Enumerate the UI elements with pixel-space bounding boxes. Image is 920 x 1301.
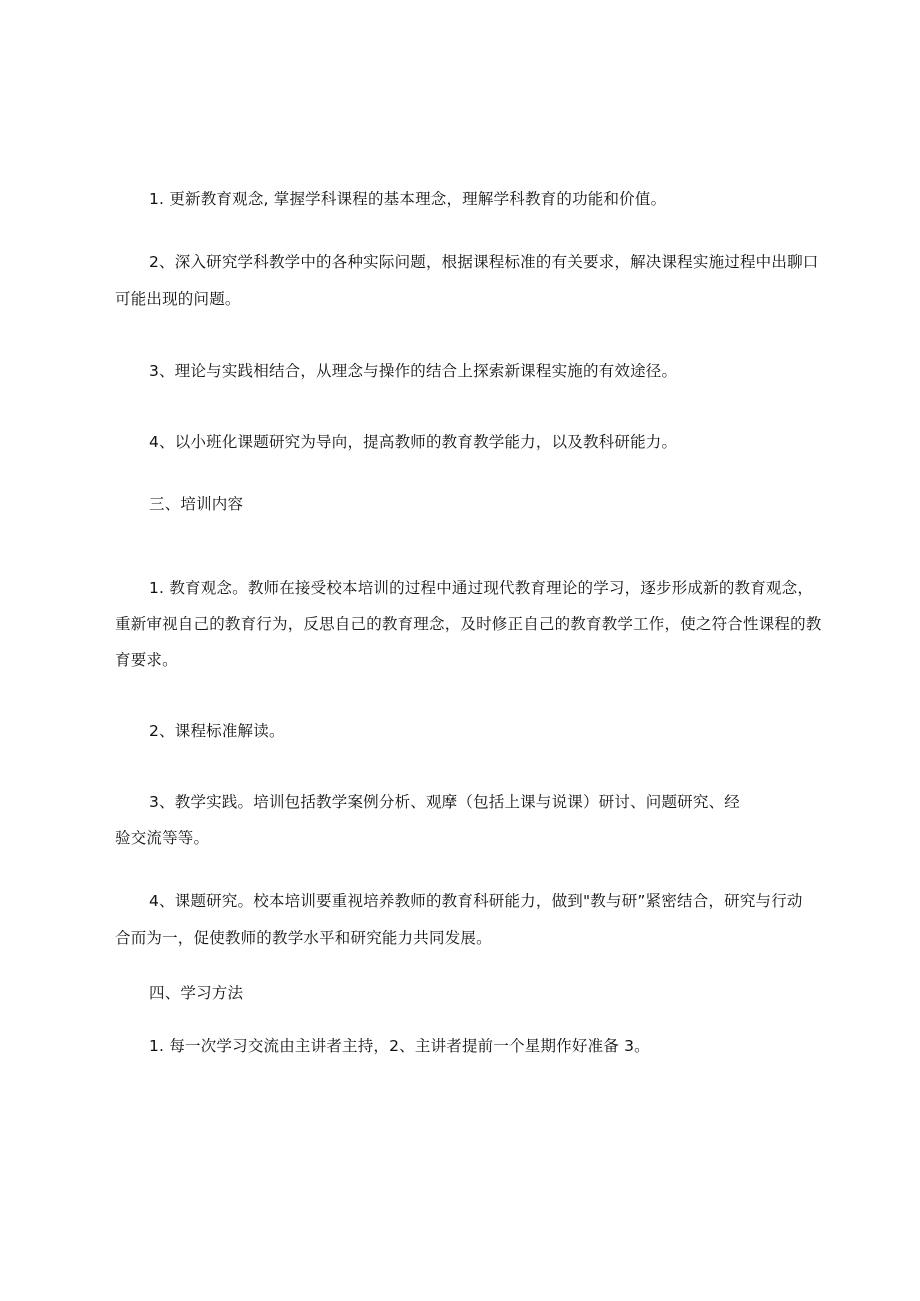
content-3-line-2: 验交流等等。 bbox=[115, 829, 210, 847]
content-3-line-1: 3、教学实践。培训包括教学案例分析、观摩（包括上课与说课）研讨、问题研究、经 bbox=[149, 793, 740, 811]
objective-2-line-1: 2、深入研究学科教学中的各种实际问题，根据课程标准的有关要求，解决课程实施过程中出聊口 bbox=[149, 253, 819, 271]
objective-4-line-1: 4、以小班化课题研究为导向，提高教师的教育教学能力，以及教科研能力。 bbox=[149, 433, 678, 451]
content-4-line-2: 合而为一，促使教师的教学水平和研究能力共同发展。 bbox=[115, 929, 492, 947]
section-heading-training-content: 三、培训内容 bbox=[149, 495, 244, 513]
objective-2-line-2: 可能出现的问题。 bbox=[115, 290, 241, 308]
section-heading-study-method: 四、学习方法 bbox=[149, 984, 244, 1002]
content-2-line-1: 2、课程标准解读。 bbox=[149, 722, 285, 740]
objective-3-line-1: 3、理论与实践相结合，从理念与操作的结合上探索新课程实施的有效途径。 bbox=[149, 362, 678, 380]
content-4-line-1: 4、课题研究。校本培训要重视培养教师的教育科研能力，做到"教与研”紧密结合，研究与行动 bbox=[149, 892, 803, 910]
content-1-line-1: 1. 教育观念。教师在接受校本培训的过程中通过现代教育理论的学习，逐步形成新的教育观念， bbox=[149, 579, 814, 597]
method-1-line-1: 1. 每一次学习交流由主讲者主持，2、主讲者提前一个星期作好准备 3。 bbox=[149, 1037, 650, 1055]
content-1-line-3: 育要求。 bbox=[115, 651, 178, 669]
objective-1-line-1: 1. 更新教育观念, 掌握学科课程的基本理念，理解学科教育的功能和价值。 bbox=[149, 190, 667, 208]
content-1-line-2: 重新审视自己的教育行为，反思自己的教育理念，及时修正自己的教育教学工作，使之符合性课程的教 bbox=[115, 615, 822, 633]
